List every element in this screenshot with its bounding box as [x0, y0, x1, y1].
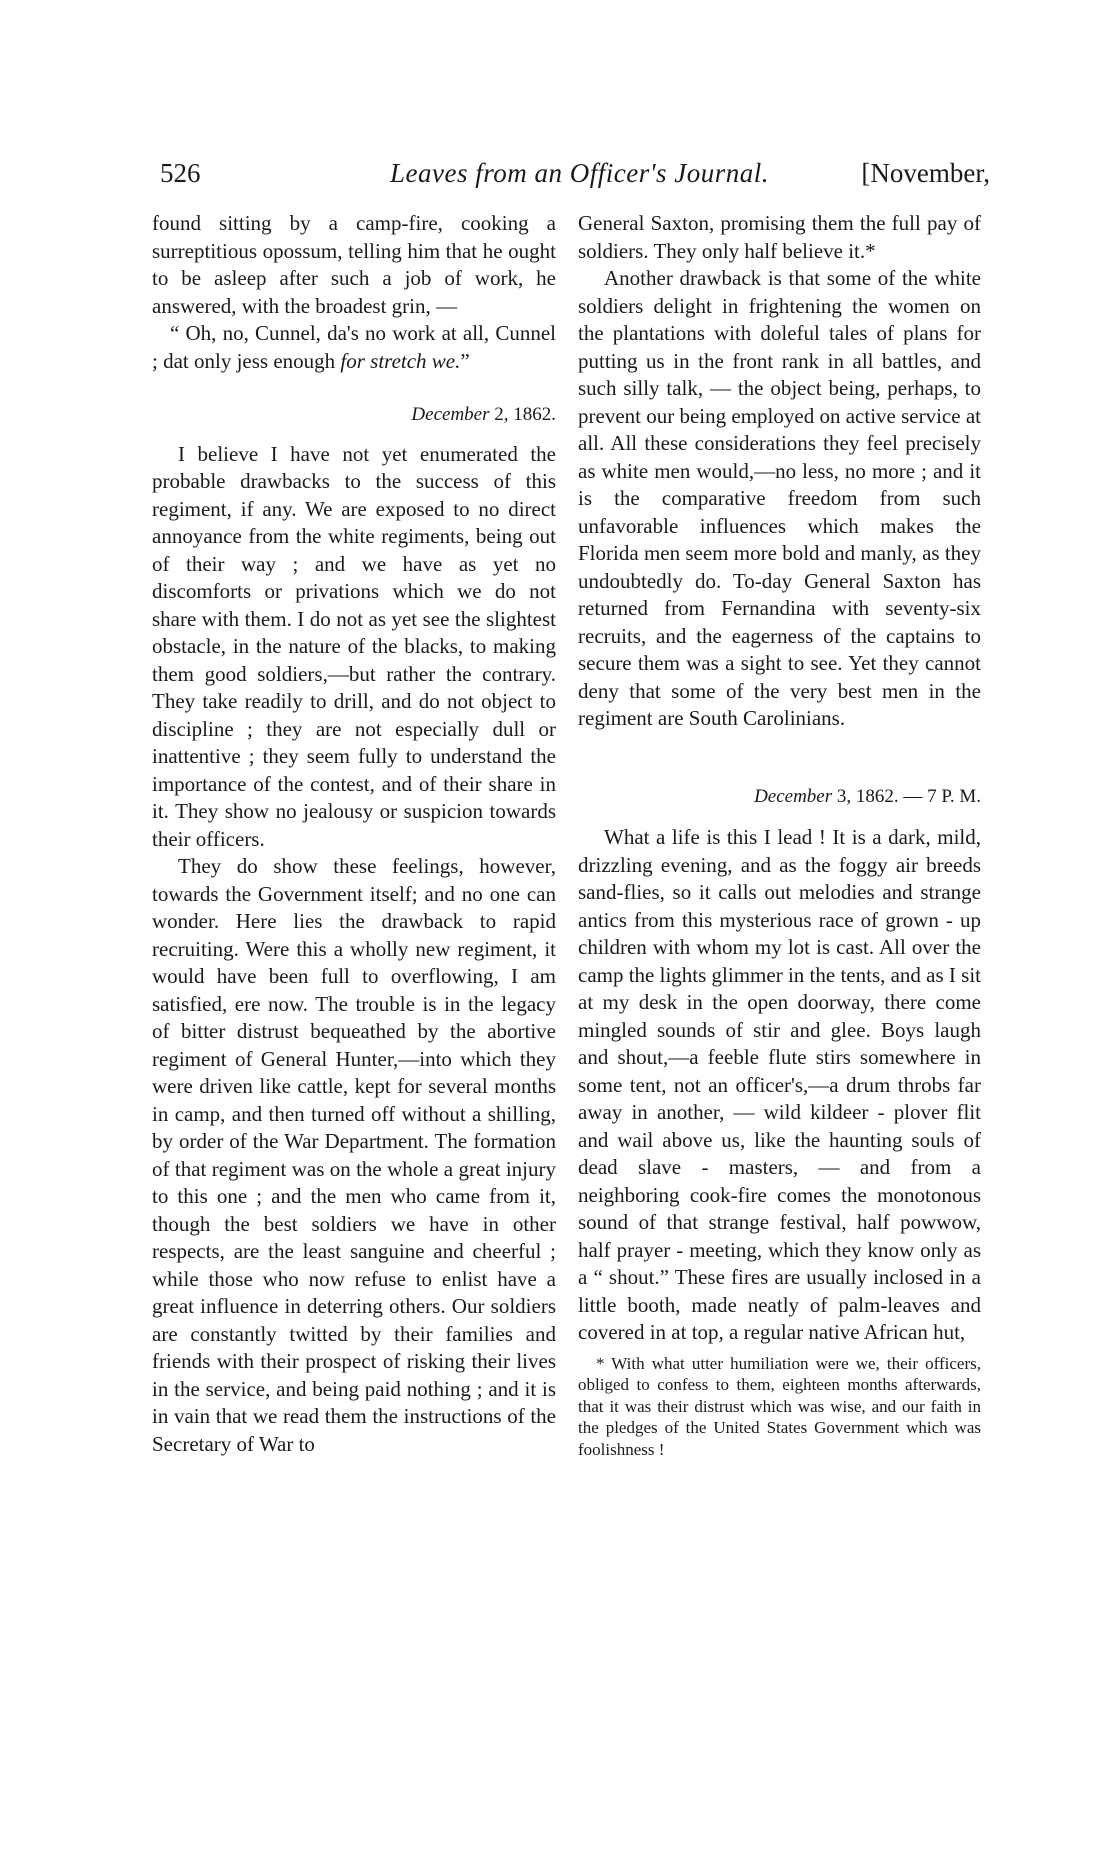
paragraph-drawbacks: I believe I have not yet enumerated the probable drawbacks to the success of this regiment, if any. We are exposed to no direct annoyance from the white regiments, being out of their way ; and we have as yet no discomforts or privations which we do not share with them. I do not as yet see the slightest obstacle, in the nature of the blacks, to making them good soldiers,—but rather the contrary. They take readily to drill, and do not object to discipline ; they are not especially dull or inattentive ; they seem fully to understand the importance of the contest, and of their share in it. They show no jealousy or suspicion towards their officers.: [152, 441, 556, 851]
left-column: [152, 210, 556, 1458]
quote-italic: for stretch we.: [340, 348, 461, 373]
page-number: 526: [160, 158, 201, 188]
dateline-rest: 3, 1862. — 7 P. M.: [832, 785, 981, 807]
header-month: [November,: [861, 158, 990, 188]
right-column: [578, 210, 981, 1460]
dateline-rest: 2, 1862.: [489, 404, 556, 425]
dateline-dec-3: [578, 783, 981, 811]
dateline-month: December: [754, 785, 833, 807]
dateline-month: December: [411, 404, 490, 425]
paragraph-another-drawback: Another drawback is that some of the white soldiers delight in frightening the women on the plantations with doleful tales of plans for putting us in the front rank in all battles, and such silly talk, — the object being, perhaps, to prevent our being employed on active service at all. All these considerations they feel precisely as white men would,—no less, no more ; and it is the comparative freedom from such unfavorable influences which makes the Florida men seem more bold and manly, as they undoubtedly do. To-day General Saxton has returned from Fernandina with seventy-six recruits, and the eagerness of the captains to secure them was a sight to see. Yet they cannot deny that some of the very best men in the regiment are South Carolinians.: [578, 266, 981, 730]
paragraph-continued: General Saxton, promising them the full pay of soldiers. They only half believe it.*: [578, 211, 981, 263]
paragraph-life: What a life is this I lead ! It is a dark, mild, drizzling evening, and as the foggy air breeds sand-flies, so it calls out melodies and strange antics from this mysterious race of grown - up children with whom my lot is cast. All over the camp the lights glimmer in the tents, and as I sit at my desk in the open doorway, there come mingled sounds of stir and glee. Boys laugh and shout,—a feeble flute stirs somewhere in some tent, not an officer's,—a drum throbs far away in another, — wild kildeer - plover flit and wail above us, like the haunting souls of dead slave - masters, — and from a neighboring cook-fire comes the monotonous sound of that strange festival, half powwow, half prayer - meeting, which they know only as a “ shout.” These fires are usually inclosed in a little booth, made neatly of palm-leaves and covered in at top, a regular native African hut,: [578, 825, 982, 1344]
dateline-dec-2: [152, 401, 556, 429]
page-header: [160, 158, 990, 198]
paragraph-continued: found sitting by a camp-fire, cooking a surreptitious opossum, telling him that he ought to be asleep after such a job of work, he answered, with the broadest grin, —: [152, 211, 556, 318]
running-title: Leaves from an Officer's Journal.: [390, 158, 769, 188]
paragraph-feelings: They do show these feelings, however, towards the Government itself; and no one can wonder. Here lies the drawback to rapid recruiting. Were this a wholly new regiment, it would have been full to overflowing, I am satisfied, ere now. The trouble is in the legacy of bitter distrust bequeathed by the abortive regiment of General Hunter,—into which they were driven like cattle, kept for several months in camp, and then turned off without a shilling, by order of the War Department. The formation of that regiment was on the whole a great injury to this one ; and the men who came from it, though the best soldiers we have in other respects, are the least sanguine and cheerful ; while those who now refuse to enlist have a great influence in deterring others. Our soldiers are constantly twitted by their families and friends with their prospect of risking their lives in the service, and being paid nothing ; and it is in vain that we read them the instructions of the Secretary of War to: [152, 854, 556, 1456]
quote-paragraph: [152, 320, 556, 375]
footnote: [578, 1353, 981, 1461]
footnote-text: * With what utter humiliation were we, their officers, obliged to confess to them, eighteen months afterwards, that it was their distrust which was wise, and our faith in the pledges of the United States Government which was foolishness !: [578, 1353, 981, 1459]
quote-text: “ Oh, no, Cunnel, da's no work at all, Cunnel ; dat only jess enough: [152, 321, 556, 373]
quote-close: ”: [460, 348, 470, 373]
